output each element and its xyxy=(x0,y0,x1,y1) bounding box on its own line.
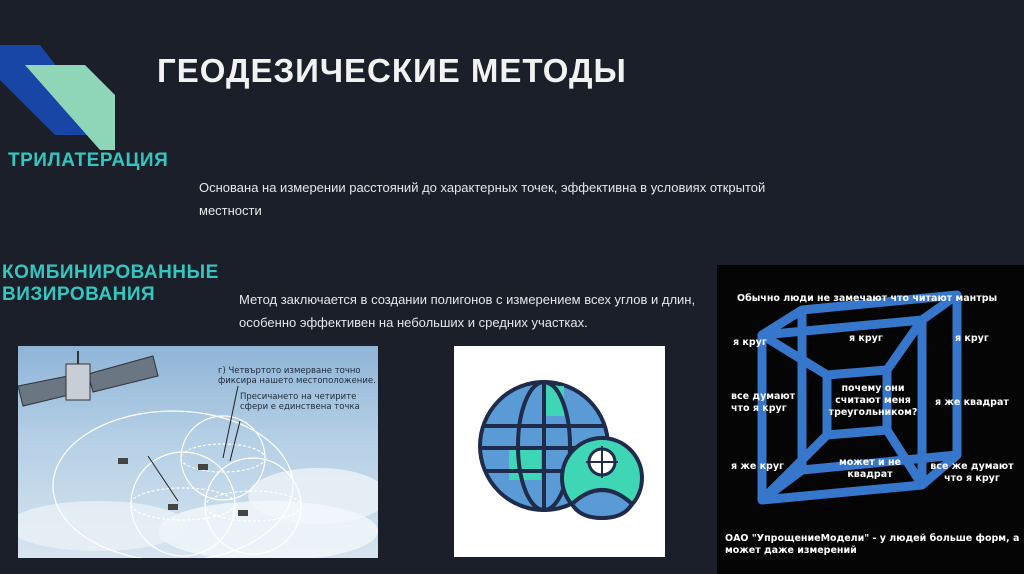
hypercube-center-question: почему они считают меня треугольником? xyxy=(828,383,918,418)
hypercube-top-text: Обычно люди не замечают что читают мантры xyxy=(737,293,998,304)
satellite-caption-1: г) Четвъртото измерване точно фиксира нашето местоположение. xyxy=(218,366,376,386)
satellite-icon xyxy=(18,351,158,406)
hypercube-square-text: я же квадрат xyxy=(935,397,1009,408)
heading-combined-sighting: КОМБИНИРОВАННЫЕ ВИЗИРОВАНИЯ xyxy=(2,262,219,305)
satellite-trilateration-image xyxy=(18,346,378,558)
heading-trilateration: ТРИЛАТЕРАЦИЯ xyxy=(8,150,169,171)
hypercube-bottom-text: ОАО "УпрощениеМодели" - у людей больше форм, а может даже измерений xyxy=(725,533,1020,556)
hypercube-think-right: все же думают что я круг xyxy=(930,461,1014,484)
combined-sighting-text: Метод заключается в создании полигонов с измерением всех углов и длин, особенно эффективен на небольших и средних участках. xyxy=(239,292,696,330)
globe-location-image xyxy=(454,346,665,557)
slide-title: ГЕОДЕЗИЧЕСКИЕ МЕТОДЫ xyxy=(157,52,627,89)
hypercube-label-3: я круг xyxy=(955,333,989,344)
decorative-stripes xyxy=(0,40,130,160)
globe-location-icon xyxy=(454,346,665,557)
hypercube-drawing xyxy=(717,265,1024,574)
hypercube-left-mid: я же круг xyxy=(731,461,785,472)
hypercube-think-left: все думают что я круг xyxy=(731,391,796,414)
hypercube-label-2: я круг xyxy=(849,333,883,344)
hypercube-image xyxy=(717,265,1024,574)
hypercube-label-1: я круг xyxy=(733,337,767,348)
trilateration-text: Основана на измерении расстояний до характерных точек, эффективна в условиях открытой местности xyxy=(199,180,766,218)
hypercube-maybe-text: может и не квадрат xyxy=(839,457,901,480)
satellite-caption-2: Пресичането на четирите сфери е единствена точка xyxy=(240,392,360,412)
